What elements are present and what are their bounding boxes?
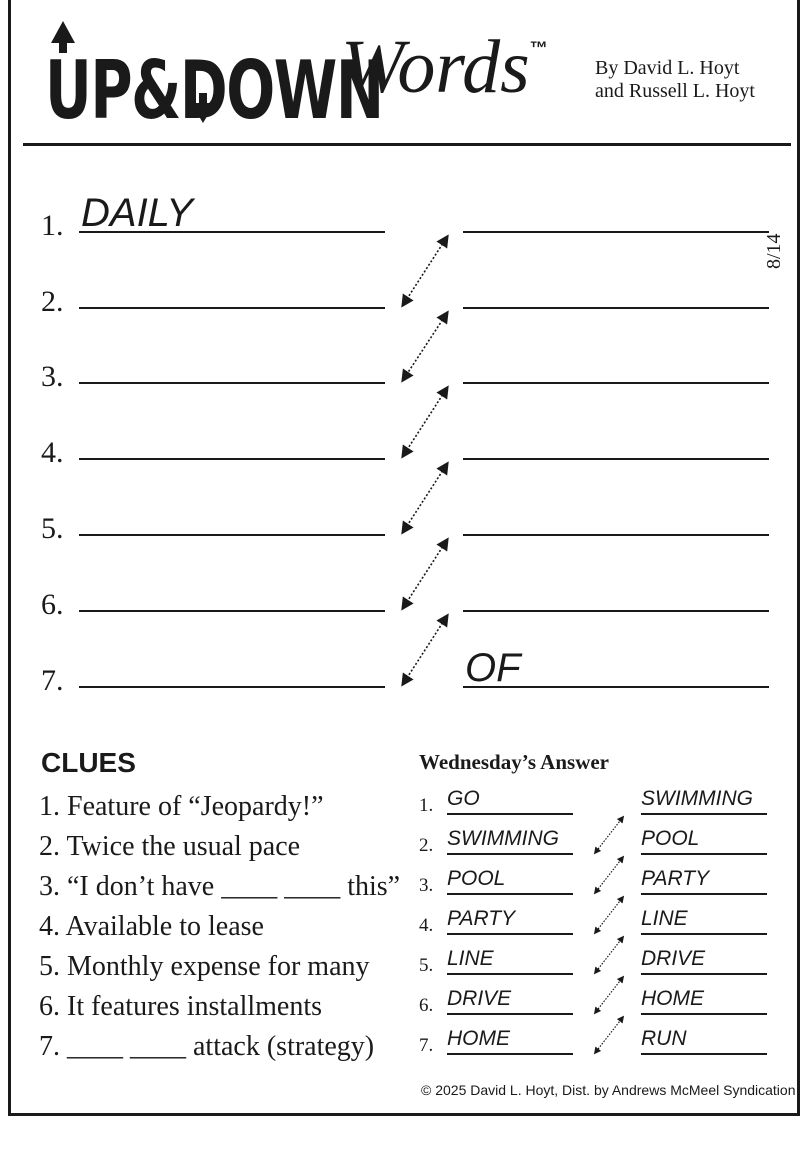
clues-title: CLUES — [41, 747, 136, 778]
answer-row-number: 2. — [419, 835, 434, 856]
answer-right-word: PARTY — [641, 867, 710, 890]
answer-link-arrow-icon — [595, 977, 623, 1013]
clue-item: 1. Feature of “Jeopardy!” — [39, 791, 324, 822]
puzzle-frame — [8, 0, 800, 1116]
answer-link-arrow-icon — [595, 937, 623, 973]
copyright: © 2025 David L. Hoyt, Dist. by Andrews McMeel Syndication — [421, 1082, 796, 1098]
answer-right-word: POOL — [641, 827, 700, 850]
answer-right-word: LINE — [641, 907, 688, 930]
answer-link-arrow-icon — [595, 897, 623, 933]
brand-script: Words™ — [341, 25, 548, 109]
answer-left-word: HOME — [447, 1027, 510, 1050]
answer-right-word: SWIMMING — [641, 787, 753, 810]
row-number: 7. — [41, 664, 64, 697]
row-number: 3. — [41, 360, 64, 393]
answer-left-word: PARTY — [447, 907, 516, 930]
clue-item: 6. It features installments — [39, 991, 323, 1022]
answer-row-number: 1. — [419, 795, 434, 816]
answer-row-number: 5. — [419, 955, 434, 976]
answer-row-number: 3. — [419, 875, 434, 896]
answer-left-word: POOL — [447, 867, 506, 890]
answer-left-word: SWIMMING — [447, 827, 559, 850]
answer-left-word: LINE — [447, 947, 494, 970]
trademark: ™ — [529, 38, 548, 58]
clue-item: 3. “I don’t have ____ ____ this” — [39, 871, 401, 902]
clue-item: 5. Monthly expense for many — [39, 951, 370, 982]
row-number: 1. — [41, 209, 64, 242]
left-answer-text: DAILY — [81, 191, 193, 235]
byline: By David L. Hoyt and Russell L. Hoyt — [595, 57, 755, 102]
answer-row-number: 7. — [419, 1035, 434, 1056]
answer-arrows — [11, 0, 803, 1119]
answer-title: Wednesday’s Answer — [419, 750, 609, 774]
clue-item: 2. Twice the usual pace — [39, 831, 301, 862]
right-answer-text: OF — [465, 646, 521, 690]
answer-row-number: 4. — [419, 915, 434, 936]
row-number: 6. — [41, 588, 64, 621]
clue-item: 4. Available to lease — [39, 911, 264, 942]
answer-link-arrow-icon — [595, 857, 623, 893]
answer-right-word: HOME — [641, 987, 704, 1010]
answer-row-number: 6. — [419, 995, 434, 1016]
row-number: 4. — [41, 436, 64, 469]
date-code: 8/14 — [763, 233, 785, 269]
answer-link-arrow-icon — [595, 1017, 623, 1053]
answer-left-word: DRIVE — [447, 987, 512, 1010]
row-number: 5. — [41, 512, 64, 545]
answer-right-word: RUN — [641, 1027, 687, 1050]
brand-bold: UP&DOWN — [45, 44, 383, 137]
answer-left-word: GO — [447, 787, 480, 810]
answer-right-word: DRIVE — [641, 947, 706, 970]
answer-link-arrow-icon — [595, 817, 623, 853]
row-number: 2. — [41, 285, 64, 318]
clue-item: 7. ____ ____ attack (strategy) — [39, 1031, 375, 1062]
